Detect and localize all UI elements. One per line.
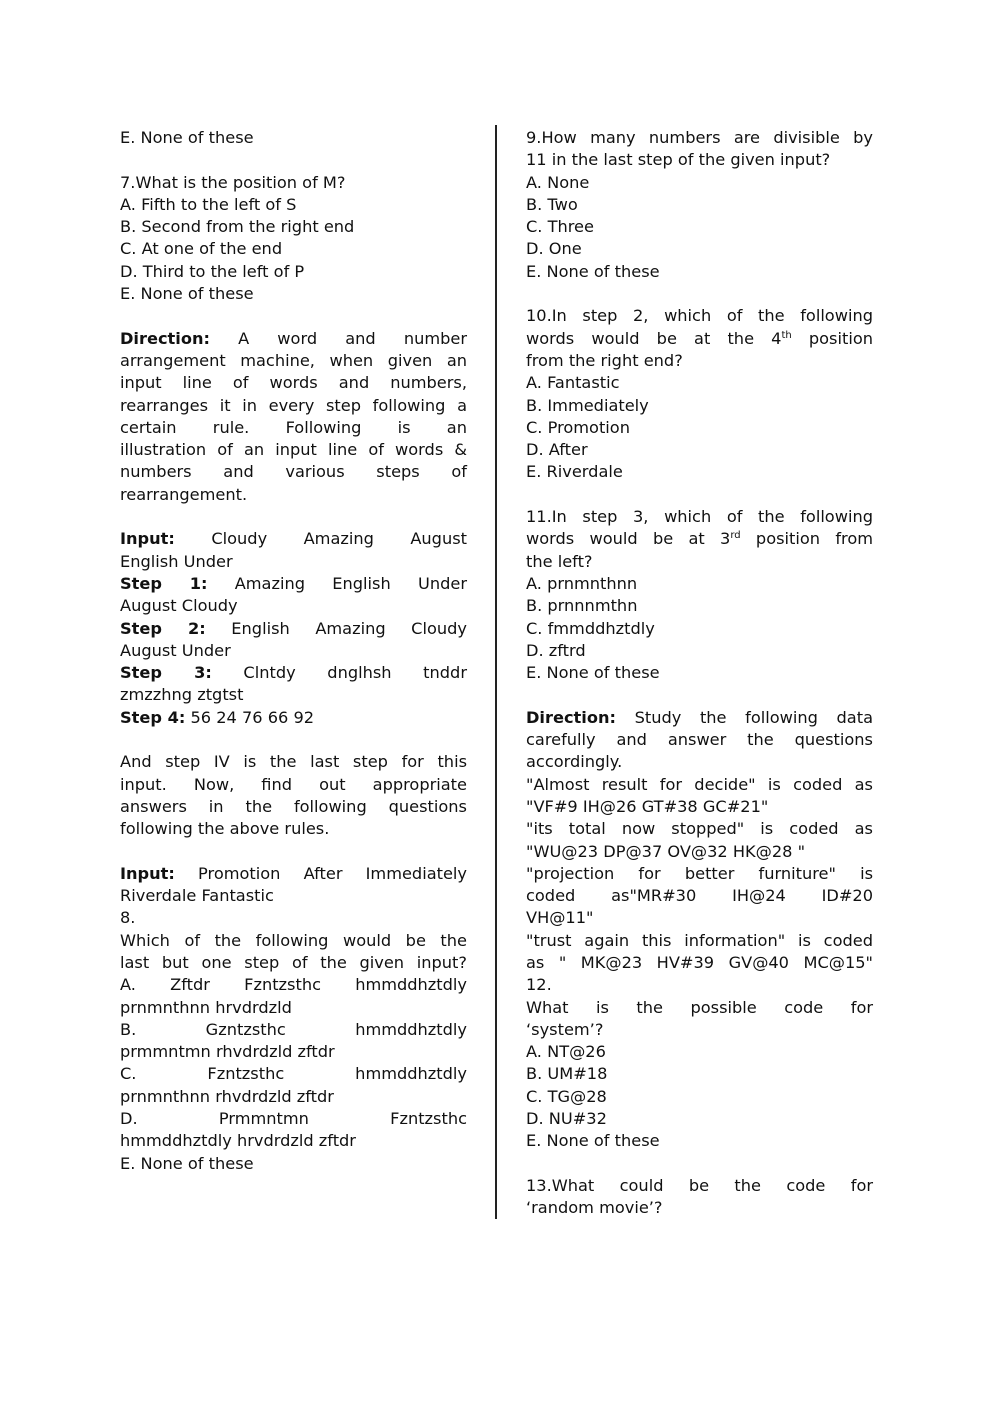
line-text: C. Three — [526, 217, 594, 237]
text-line — [120, 885, 467, 907]
line-text: E. Riverdale — [526, 462, 623, 482]
text-line — [526, 305, 873, 327]
line-text: arrangement machine, when given an — [120, 350, 467, 370]
text-line — [526, 818, 873, 840]
line-text: English Under — [120, 551, 233, 571]
blank-line — [526, 484, 873, 506]
text-line — [120, 261, 467, 283]
line-text: B. UM#18 — [526, 1064, 608, 1084]
line-text-after: position from — [740, 529, 873, 549]
text-line — [120, 751, 467, 773]
text-line — [120, 662, 467, 684]
text-line — [526, 216, 873, 238]
text-line — [526, 595, 873, 617]
line-text: from the right end? — [526, 350, 683, 370]
line-text: 11 in the last step of the given input? — [526, 150, 831, 170]
text-line — [526, 907, 873, 929]
text-line — [120, 372, 467, 394]
text-line — [120, 1130, 467, 1152]
line-text: C. fmmddhztdly — [526, 618, 655, 638]
text-line — [526, 1086, 873, 1108]
blank-line — [120, 506, 467, 528]
text-line — [120, 127, 467, 149]
text-line — [120, 707, 467, 729]
line-text-after: position — [791, 328, 873, 348]
line-text: B. Second from the right end — [120, 217, 355, 237]
text-line — [526, 506, 873, 528]
text-line — [526, 551, 873, 573]
text-line — [120, 328, 467, 350]
text-line — [120, 238, 467, 260]
text-line — [120, 1063, 467, 1085]
line-text: rearranges it in every step following a — [120, 395, 467, 415]
line-text: prnmnthnn rhvdrdzld zftdr — [120, 1086, 334, 1106]
line-text: Promotion After Immediately — [174, 863, 467, 883]
text-line — [120, 395, 467, 417]
text-line — [120, 1108, 467, 1130]
text-line — [526, 149, 873, 171]
line-text: What is the possible code for — [526, 997, 873, 1017]
text-line — [120, 640, 467, 662]
line-text: E. None of these — [526, 663, 660, 683]
text-line — [526, 618, 873, 640]
text-line — [526, 1041, 873, 1063]
bold-label: Step 3: — [120, 663, 212, 683]
line-text: "trust again this information" is coded — [526, 930, 873, 950]
text-line — [120, 194, 467, 216]
line-text: August Under — [120, 640, 231, 660]
line-text: input. Now, find out appropriate — [120, 774, 467, 794]
line-text: 12. — [526, 975, 552, 995]
text-line — [526, 885, 873, 907]
text-line — [120, 796, 467, 818]
line-text: VH@11" — [526, 908, 594, 928]
text-line — [120, 484, 467, 506]
line-text: input line of words and numbers, — [120, 373, 467, 393]
line-text: as " MK@23 HV#39 GV@40 MC@15" — [526, 952, 873, 972]
text-line — [120, 974, 467, 996]
line-text: E. None of these — [120, 1153, 254, 1173]
text-line — [120, 930, 467, 952]
line-text: following the above rules. — [120, 819, 330, 839]
line-text: D. One — [526, 239, 582, 259]
text-line — [120, 461, 467, 483]
line-text: C. Promotion — [526, 417, 630, 437]
text-line — [526, 640, 873, 662]
line-text: prnmnthnn hrvdrdzld — [120, 997, 292, 1017]
text-line — [526, 662, 873, 684]
blank-line — [526, 283, 873, 305]
text-line — [526, 1130, 873, 1152]
text-line — [526, 261, 873, 283]
line-text: accordingly. — [526, 752, 623, 772]
line-text: E. None of these — [526, 261, 660, 281]
text-line — [526, 1019, 873, 1041]
bold-label: Direction: — [526, 707, 616, 727]
text-line — [120, 997, 467, 1019]
text-line — [120, 528, 467, 550]
line-text: D. Prmmntmn Fzntzsthc — [120, 1109, 467, 1129]
line-text: 10.In step 2, which of the following — [526, 306, 873, 326]
column-divider — [495, 125, 497, 1219]
line-text: words would be at 3 — [526, 529, 731, 549]
line-text: August Cloudy — [120, 596, 238, 616]
text-line — [526, 328, 873, 350]
text-line — [526, 439, 873, 461]
text-line — [120, 684, 467, 706]
superscript: th — [781, 329, 792, 341]
line-text: 8. — [120, 908, 136, 928]
text-line — [120, 774, 467, 796]
line-text: A. prnmnthnn — [526, 573, 638, 593]
superscript: rd — [730, 530, 741, 542]
line-text: ‘system’? — [526, 1019, 604, 1039]
text-line — [526, 127, 873, 149]
text-line — [526, 1175, 873, 1197]
line-text: the left? — [526, 551, 593, 571]
text-line — [526, 417, 873, 439]
right-column — [526, 127, 873, 1220]
line-text: English Amazing Cloudy — [205, 618, 467, 638]
left-column — [120, 127, 467, 1175]
text-line — [120, 907, 467, 929]
bold-label: Step 2: — [120, 618, 206, 638]
line-text: And step IV is the last step for this — [120, 752, 467, 772]
text-line — [120, 417, 467, 439]
line-text: 11.In step 3, which of the following — [526, 507, 873, 527]
bold-label: Input: — [120, 529, 175, 549]
blank-line — [120, 305, 467, 327]
line-text: "Almost result for decide" is coded as — [526, 774, 873, 794]
text-line — [526, 751, 873, 773]
line-text: "VF#9 IH@26 GT#38 GC#21" — [526, 796, 769, 816]
text-line — [120, 1153, 467, 1175]
line-text: A. None — [526, 172, 590, 192]
text-line — [120, 439, 467, 461]
bold-label: Step 1: — [120, 573, 208, 593]
line-text: 56 24 76 66 92 — [185, 707, 315, 727]
line-text: zmzzhng ztgtst — [120, 685, 244, 705]
line-text: Study the following data — [615, 707, 873, 727]
blank-line — [120, 841, 467, 863]
text-line — [526, 841, 873, 863]
line-text: certain rule. Following is an — [120, 417, 467, 437]
line-text: D. Third to the left of P — [120, 261, 305, 281]
text-line — [526, 172, 873, 194]
text-line — [120, 573, 467, 595]
line-text: C. At one of the end — [120, 239, 283, 259]
bold-label: Direction: — [120, 328, 210, 348]
text-line — [120, 216, 467, 238]
text-line — [526, 1063, 873, 1085]
text-line — [526, 194, 873, 216]
line-text: C. Fzntzsthc hmmddhztdly — [120, 1064, 467, 1084]
text-line — [120, 818, 467, 840]
text-line — [526, 238, 873, 260]
line-text: 9.How many numbers are divisible by — [526, 128, 873, 147]
line-text: answers in the following questions — [120, 796, 467, 816]
line-text: Riverdale Fantastic — [120, 886, 274, 906]
text-line — [526, 796, 873, 818]
text-line — [526, 707, 873, 729]
line-text: C. TG@28 — [526, 1086, 607, 1106]
line-text: D. After — [526, 440, 588, 460]
blank-line — [526, 684, 873, 706]
blank-line — [526, 1153, 873, 1175]
line-text: Which of the following would be the — [120, 930, 467, 950]
line-text: "projection for better furniture" is — [526, 863, 873, 883]
line-text: A. Fifth to the left of S — [120, 194, 297, 214]
line-text: B. Gzntzsthc hmmddhztdly — [120, 1019, 467, 1039]
line-text: Cloudy Amazing August — [174, 529, 467, 549]
line-text: A. Zftdr Fzntzsthc hmmddhztdly — [120, 975, 467, 995]
line-text: 13.What could be the code for — [526, 1175, 873, 1195]
text-line — [526, 997, 873, 1019]
text-line — [526, 729, 873, 751]
line-text: ‘random movie’? — [526, 1198, 663, 1218]
line-text: Amazing English Under — [207, 573, 467, 593]
blank-line — [120, 149, 467, 171]
text-line — [526, 774, 873, 796]
line-text: A. NT@26 — [526, 1042, 606, 1062]
bold-label: Step 4: — [120, 707, 186, 727]
line-text: rearrangement. — [120, 484, 248, 504]
line-text: Clntdy dnglhsh tnddr — [211, 663, 467, 683]
line-text: E. None of these — [120, 284, 254, 304]
text-line — [526, 372, 873, 394]
text-line — [120, 618, 467, 640]
line-text: D. NU#32 — [526, 1109, 607, 1129]
line-text: coded as"MR#30 IH@24 ID#20 — [526, 886, 873, 906]
line-text: B. prnnnmthn — [526, 596, 638, 616]
line-text: A. Fantastic — [526, 373, 620, 393]
line-text: D. zftrd — [526, 640, 586, 660]
text-line — [120, 1041, 467, 1063]
line-text: "WU@23 DP@37 OV@32 HK@28 " — [526, 841, 806, 861]
line-text: numbers and various steps of — [120, 462, 467, 482]
text-line — [526, 528, 873, 550]
blank-line — [120, 729, 467, 751]
text-line — [120, 1019, 467, 1041]
text-line — [120, 172, 467, 194]
text-line — [526, 1108, 873, 1130]
text-line — [120, 863, 467, 885]
text-line — [526, 350, 873, 372]
line-text: prmmntmn rhvdrdzld zftdr — [120, 1042, 335, 1062]
line-text: E. None of these — [120, 128, 254, 147]
text-line — [526, 952, 873, 974]
text-line — [526, 930, 873, 952]
text-line — [120, 1086, 467, 1108]
text-line — [120, 595, 467, 617]
line-text: 7.What is the position of M? — [120, 172, 346, 192]
line-text: carefully and answer the questions — [526, 730, 873, 750]
text-line — [120, 283, 467, 305]
text-line — [526, 573, 873, 595]
text-line — [526, 395, 873, 417]
line-text: B. Two — [526, 194, 578, 214]
text-line — [120, 551, 467, 573]
bold-label: Input: — [120, 863, 175, 883]
line-text: B. Immediately — [526, 395, 649, 415]
line-text: A word and number — [209, 328, 467, 348]
line-text: illustration of an input line of words & — [120, 440, 467, 460]
text-line — [120, 350, 467, 372]
line-text: last but one step of the given input? — [120, 952, 467, 972]
line-text: E. None of these — [526, 1131, 660, 1151]
text-line — [526, 461, 873, 483]
text-line — [526, 1197, 873, 1219]
text-line — [120, 952, 467, 974]
line-text: "its total now stopped" is coded as — [526, 819, 873, 839]
text-line — [526, 863, 873, 885]
line-text: words would be at the 4 — [526, 328, 782, 348]
line-text: hmmddhztdly hrvdrdzld zftdr — [120, 1131, 356, 1151]
text-line — [526, 974, 873, 996]
